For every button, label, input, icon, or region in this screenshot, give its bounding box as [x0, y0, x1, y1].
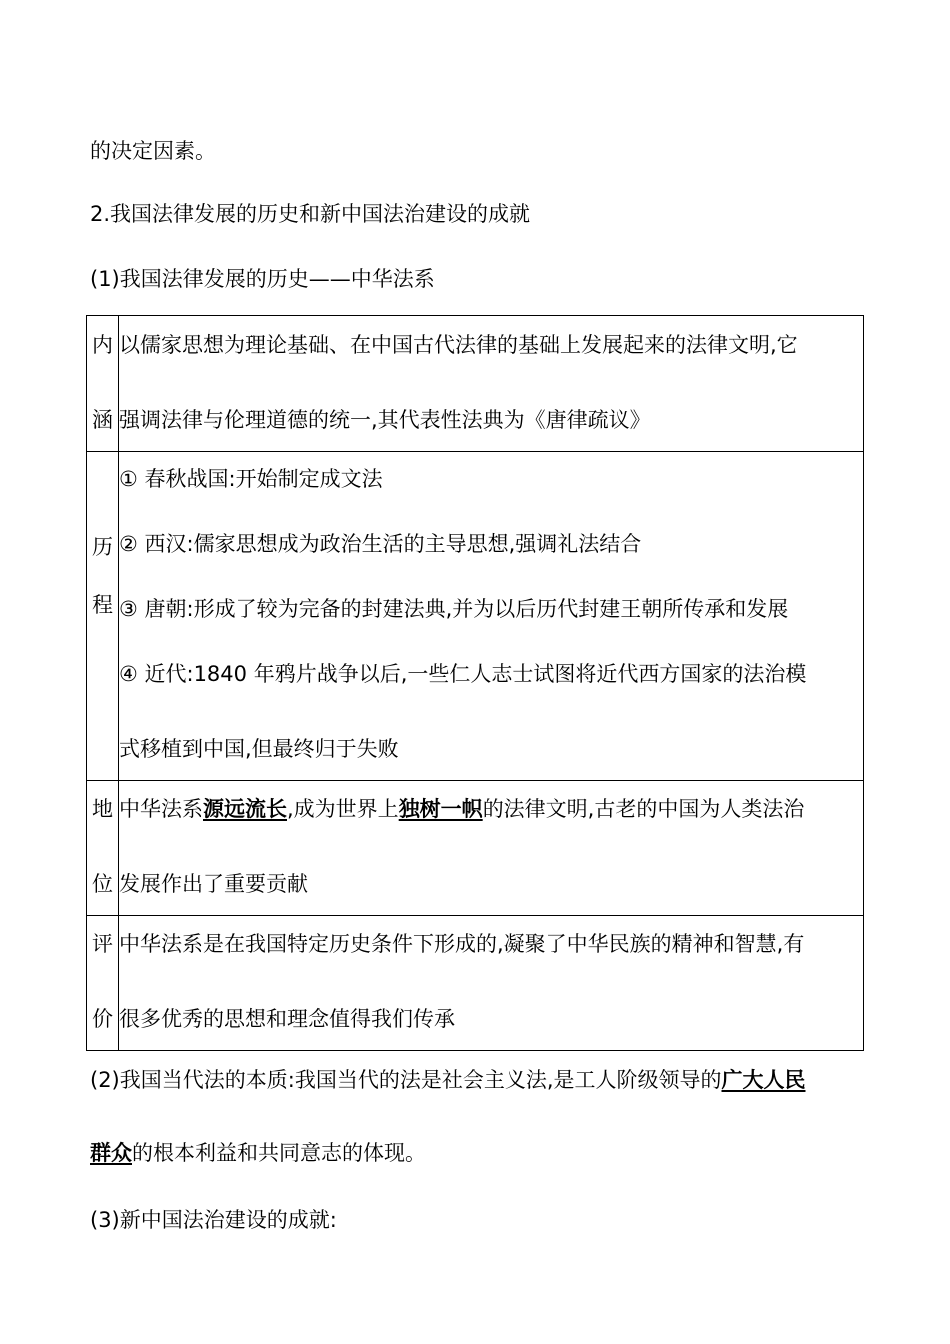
row-label-evaluation: 评 价 [87, 916, 119, 1051]
table-row-history [87, 452, 864, 781]
contemporary-law-nature-line2: 群众的根本利益和共同意志的体现。 [90, 1141, 426, 1165]
emphasis-unique: 独树一帜 [398, 797, 483, 821]
row-content-connotation: 以儒家思想为理论基础、在中国古代法律的基础上发展起来的法律文明,它 强调法律与伦理道德的统一,其代表性法典为《唐律疏议》 [119, 316, 864, 452]
emphasis-masses: 群众 [90, 1141, 132, 1165]
table-row-connotation [87, 316, 864, 452]
section-heading-2: 2.我国法律发展的历史和新中国法治建设的成就 [90, 202, 531, 226]
history-item-2: ② 西汉:儒家思想成为政治生活的主导思想,强调礼法结合 [119, 532, 642, 556]
emphasis-long-history: 源远流长 [203, 797, 287, 821]
intro-tail-text: 的决定因素。 [90, 139, 216, 163]
row-content-history: ① 春秋战国:开始制定成文法 ② 西汉:儒家思想成为政治生活的主导思想,强调礼法结合 ③ 唐朝:形成了较为完备的封建法典,并为以后历代封建王朝所传承和发展 ④ 近代:1840 年鸦片战争以后,一些仁人志士试图将近代西方国家的法治模 式移植到中国,但最终归于失败 [119, 452, 864, 781]
history-item-4: ④ 近代:1840 年鸦片战争以后,一些仁人志士试图将近代西方国家的法治模 [119, 662, 807, 686]
contemporary-law-nature-line1: (2)我国当代法的本质:我国当代的法是社会主义法,是工人阶级领导的广大人民 [90, 1068, 806, 1092]
row-label-history: 历 程 [87, 452, 119, 781]
subheading-new-china-achievements: (3)新中国法治建设的成就: [90, 1208, 337, 1232]
subheading-chinese-legal-system: (1)我国法律发展的历史——中华法系 [90, 267, 435, 291]
row-label-connotation: 内 涵 [87, 316, 119, 452]
history-item-3: ③ 唐朝:形成了较为完备的封建法典,并为以后历代封建王朝所传承和发展 [119, 597, 789, 621]
table-row-status [87, 781, 864, 916]
emphasis-broad-masses: 广大人民 [721, 1068, 806, 1092]
row-label-status: 地 位 [87, 781, 119, 916]
row-content-evaluation: 中华法系是在我国特定历史条件下形成的,凝聚了中华民族的精神和智慧,有 很多优秀的思想和理念值得我们传承 [119, 916, 864, 1051]
history-item-1: ① 春秋战国:开始制定成文法 [119, 467, 383, 491]
table-row-evaluation [87, 916, 864, 1051]
row-content-status: 中华法系源远流长,成为世界上独树一帜的法律文明,古老的中国为人类法治 发展作出了重要贡献 [119, 781, 864, 916]
chinese-legal-system-table [86, 315, 864, 1051]
